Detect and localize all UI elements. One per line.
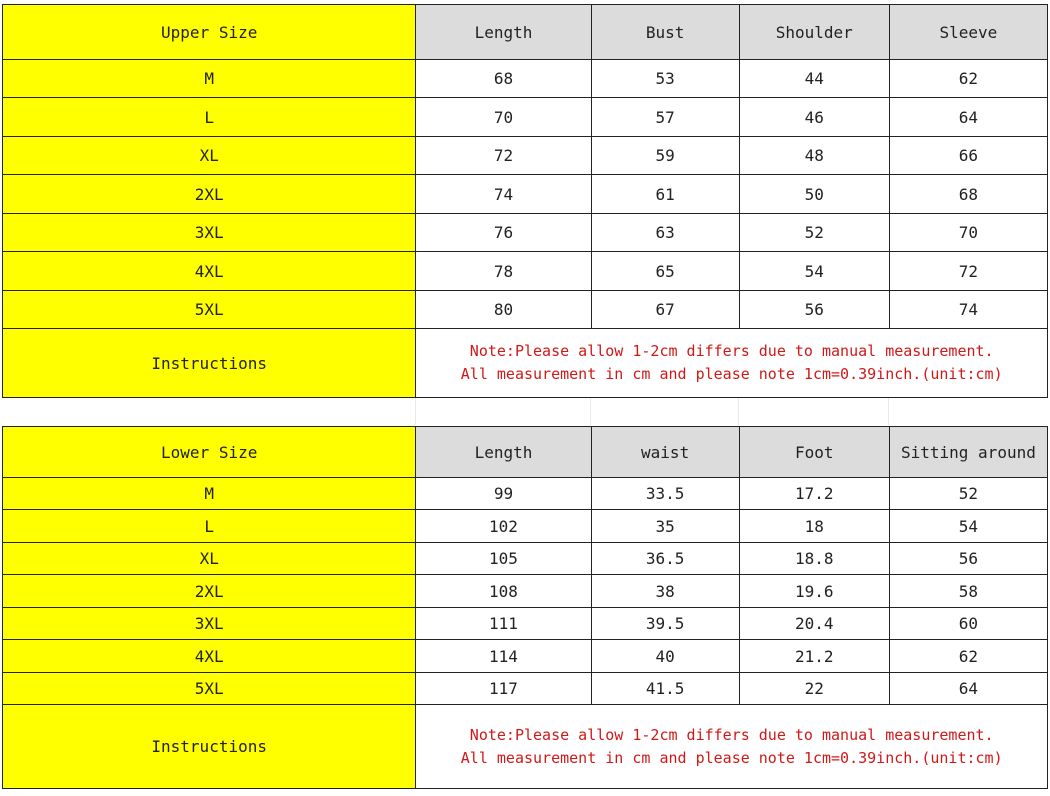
table-cell: 108 [416, 575, 591, 608]
table-cell: 99 [416, 478, 591, 510]
table-cell: 54 [739, 252, 889, 291]
table-cell: 56 [739, 291, 889, 329]
table-row [3, 252, 1048, 291]
lower-header-sitting-around: Sitting around [889, 427, 1047, 478]
size-label: L [3, 98, 416, 137]
table-cell: 102 [416, 510, 591, 543]
lower-header-row [3, 427, 1048, 478]
table-cell: 52 [889, 478, 1047, 510]
lower-header-length: Length [416, 427, 591, 478]
size-label: 3XL [3, 608, 416, 640]
table-cell: 40 [591, 640, 739, 673]
table-row [3, 98, 1048, 137]
table-cell: 48 [739, 137, 889, 175]
table-cell: 68 [889, 175, 1047, 214]
table-cell: 17.2 [739, 478, 889, 510]
table-cell: 62 [889, 60, 1047, 98]
table-cell: 105 [416, 543, 591, 575]
table-cell: 50 [739, 175, 889, 214]
table-cell: 64 [889, 673, 1047, 705]
table-cell: 19.6 [739, 575, 889, 608]
table-cell: 70 [416, 98, 591, 137]
table-row [3, 608, 1048, 640]
note-line-1: Note:Please allow 1-2cm differs due to manual measurement. [469, 342, 994, 360]
table-cell: 72 [889, 252, 1047, 291]
instructions-label: Instructions [3, 329, 416, 398]
size-label: M [3, 60, 416, 98]
table-cell: 44 [739, 60, 889, 98]
table-cell: 57 [591, 98, 739, 137]
table-cell: 53 [591, 60, 739, 98]
table-cell: 18 [739, 510, 889, 543]
size-label: 2XL [3, 175, 416, 214]
size-label: 2XL [3, 575, 416, 608]
measurement-note [416, 329, 1048, 398]
table-cell: 74 [889, 291, 1047, 329]
table-row [3, 510, 1048, 543]
table-row [3, 575, 1048, 608]
lower-size-table [2, 426, 1048, 789]
spacer-row [2, 398, 1048, 425]
table-row [3, 640, 1048, 673]
table-cell: 35 [591, 510, 739, 543]
size-label: XL [3, 137, 416, 175]
table-cell: 22 [739, 673, 889, 705]
table-cell: 68 [416, 60, 591, 98]
table-cell: 80 [416, 291, 591, 329]
table-cell: 70 [889, 214, 1047, 252]
table-row [3, 137, 1048, 175]
table-cell: 56 [889, 543, 1047, 575]
table-cell: 39.5 [591, 608, 739, 640]
size-label: M [3, 478, 416, 510]
table-cell: 54 [889, 510, 1047, 543]
table-row [3, 214, 1048, 252]
table-row [3, 478, 1048, 510]
lower-header-foot: Foot [739, 427, 889, 478]
table-cell: 72 [416, 137, 591, 175]
table-cell: 66 [889, 137, 1047, 175]
table-cell: 60 [889, 608, 1047, 640]
size-label: 5XL [3, 291, 416, 329]
table-cell: 52 [739, 214, 889, 252]
instructions-row [3, 705, 1048, 789]
upper-header-row [3, 5, 1048, 60]
table-cell: 65 [591, 252, 739, 291]
table-cell: 111 [416, 608, 591, 640]
upper-size-title: Upper Size [3, 5, 416, 60]
lower-size-title: Lower Size [3, 427, 416, 478]
table-cell: 33.5 [591, 478, 739, 510]
table-cell: 74 [416, 175, 591, 214]
size-label: 4XL [3, 640, 416, 673]
size-label: XL [3, 543, 416, 575]
upper-header-bust: Bust [591, 5, 739, 60]
table-cell: 61 [591, 175, 739, 214]
table-cell: 64 [889, 98, 1047, 137]
table-row [3, 291, 1048, 329]
table-row [3, 543, 1048, 575]
size-label: 3XL [3, 214, 416, 252]
table-cell: 20.4 [739, 608, 889, 640]
note-line-2: All measurement in cm and please note 1cm=0.39inch.(unit:cm) [460, 748, 1003, 767]
table-row [3, 175, 1048, 214]
table-cell: 76 [416, 214, 591, 252]
lower-header-waist: waist [591, 427, 739, 478]
upper-header-sleeve: Sleeve [889, 5, 1047, 60]
table-cell: 41.5 [591, 673, 739, 705]
upper-size-table [2, 4, 1048, 398]
table-cell: 21.2 [739, 640, 889, 673]
upper-header-shoulder: Shoulder [739, 5, 889, 60]
size-label: L [3, 510, 416, 543]
table-cell: 78 [416, 252, 591, 291]
table-cell: 114 [416, 640, 591, 673]
size-label: 4XL [3, 252, 416, 291]
instructions-label: Instructions [3, 705, 416, 789]
upper-header-length: Length [416, 5, 591, 60]
table-cell: 46 [739, 98, 889, 137]
size-label: 5XL [3, 673, 416, 705]
table-cell: 36.5 [591, 543, 739, 575]
table-cell: 117 [416, 673, 591, 705]
note-line-2: All measurement in cm and please note 1cm=0.39inch.(unit:cm) [460, 365, 1003, 383]
measurement-note [416, 705, 1048, 789]
note-line-1: Note:Please allow 1-2cm differs due to manual measurement. [469, 725, 994, 744]
table-row [3, 60, 1048, 98]
table-row [3, 673, 1048, 705]
table-cell: 59 [591, 137, 739, 175]
table-cell: 18.8 [739, 543, 889, 575]
table-cell: 38 [591, 575, 739, 608]
instructions-row [3, 329, 1048, 398]
table-cell: 58 [889, 575, 1047, 608]
table-cell: 67 [591, 291, 739, 329]
table-cell: 62 [889, 640, 1047, 673]
table-cell: 63 [591, 214, 739, 252]
